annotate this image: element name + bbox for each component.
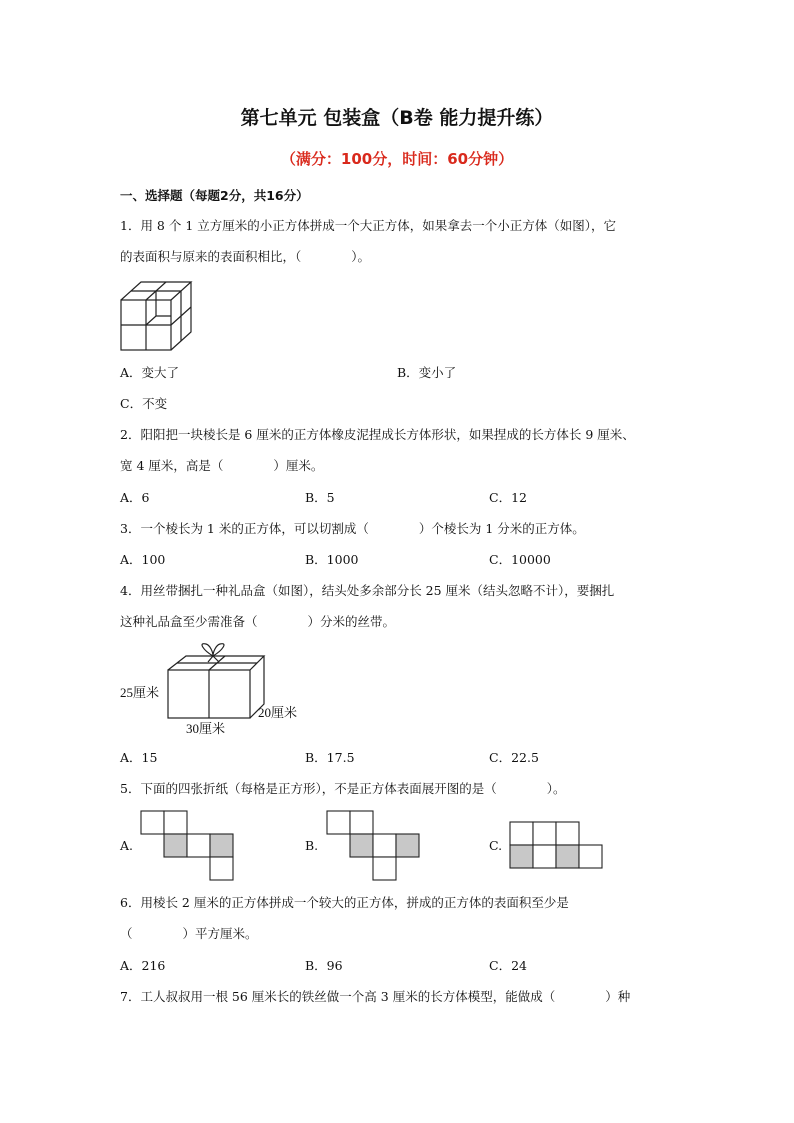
question-3-line-1: 3．一个棱长为 1 米的正方体，可以切割成（ ）个棱长为 1 分米的正方体。 — [120, 521, 585, 536]
question-4-line-2: 这种礼品盒至少需准备（ ）分米的丝带。 — [120, 614, 396, 629]
box-height-label: 25厘米 — [120, 685, 160, 700]
question-6-line-1: 6．用棱长 2 厘米的正方体拼成一个较大的正方体，拼成的正方体的表面积至少是 — [120, 895, 569, 910]
question-1-option-c: C．不变 — [120, 396, 168, 411]
net-figure-a — [140, 810, 234, 882]
question-5-line-1: 5．下面的四张折纸（每格是正方形），不是正方体表面展开图的是（ ）。 — [120, 781, 566, 796]
question-4-option-c: C．22.5 — [489, 750, 539, 765]
exam-info: （满分：100分，时间：60分钟） — [280, 150, 514, 168]
net-figure-c — [509, 821, 603, 869]
box-width-label: 20厘米 — [258, 705, 298, 720]
question-3-option-b: B．1000 — [305, 552, 359, 567]
net-figure-b — [326, 810, 420, 882]
question-2-option-a: A．6 — [120, 490, 150, 505]
question-2-option-c: C．12 — [489, 490, 527, 505]
page-title: 第七单元 包装盒（B卷 能力提升练） — [240, 107, 554, 129]
question-5-option-a: A. — [120, 838, 134, 853]
question-6-option-b: B．96 — [305, 958, 343, 973]
question-2-line-2: 宽 4 厘米，高是（ ）厘米。 — [120, 458, 324, 473]
question-5-option-c: C. — [489, 838, 503, 853]
question-7-line-1: 7．工人叔叔用一根 56 厘米长的铁丝做一个高 3 厘米的长方体模型，能做成（ ）种 — [120, 989, 631, 1004]
question-1-line-1: 1．用 8 个 1 立方厘米的小正方体拼成一个大正方体，如果拿去一个小正方体（如图），它 — [120, 218, 617, 233]
question-3-option-a: A．100 — [120, 552, 166, 567]
question-4-option-a: A．15 — [120, 750, 158, 765]
question-6-option-a: A．216 — [120, 958, 166, 973]
question-4-line-1: 4．用丝带捆扎一种礼品盒（如图），结头处多余部分长 25 厘米（结头忽略不计），要捆扎 — [120, 583, 615, 598]
box-length-label: 30厘米 — [186, 721, 226, 736]
question-1-option-a: A．变大了 — [120, 365, 180, 380]
gift-box-figure — [118, 640, 318, 740]
section-heading: 一、选择题（每题2分，共16分） — [120, 188, 309, 203]
question-3-option-c: C．10000 — [489, 552, 551, 567]
question-6-option-c: C．24 — [489, 958, 527, 973]
cube-missing-corner-figure — [119, 280, 199, 352]
question-2-line-1: 2．阳阳把一块棱长是 6 厘米的正方体橡皮泥捏成长方体形状，如果捏成的长方体长 9 厘米、 — [120, 427, 635, 442]
question-4-option-b: B．17.5 — [305, 750, 355, 765]
question-1-option-b: B．变小了 — [397, 365, 457, 380]
question-6-line-2: （ ）平方厘米。 — [120, 926, 258, 941]
question-1-line-2: 的表面积与原来的表面积相比，（ ）。 — [120, 249, 371, 264]
question-2-option-b: B．5 — [305, 490, 335, 505]
question-5-option-b: B. — [305, 838, 319, 853]
